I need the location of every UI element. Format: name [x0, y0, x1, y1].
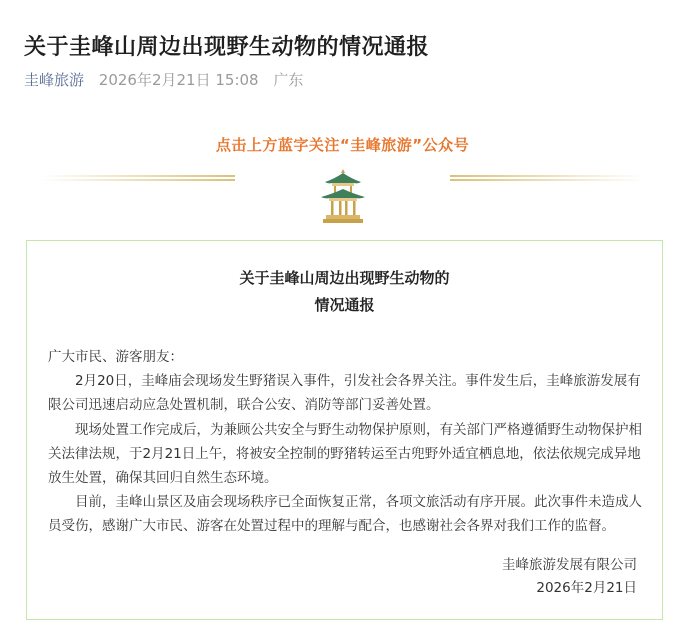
notice-paragraph: 现场处置工作完成后，为兼顾公共安全与野生动物保护原则，有关部门严格遵循野生动物保护相关法律法规，于2月21日上午，将被安全控制的野猪转运至古兜野外适宜栖息地，依法依规完成异地放生处置，确保其回归自然生态环境。 [48, 421, 642, 487]
notice-heading-line2: 情况通报 [314, 296, 375, 314]
notice-card [26, 240, 663, 620]
publish-date: 2026年2月21日 15:08 [98, 71, 259, 89]
pavilion-icon [318, 167, 368, 225]
follow-banner [0, 125, 685, 235]
article-title: 关于圭峰山周边出现野生动物的情况通报 [24, 35, 430, 60]
account-name-link[interactable]: 圭峰旅游 [24, 71, 85, 89]
publish-location: 广东 [273, 71, 304, 89]
article-meta [24, 69, 303, 90]
notice-heading [27, 265, 662, 319]
notice-body [48, 345, 648, 539]
notice-heading-line1: 关于圭峰山周边出现野生动物的 [239, 269, 450, 287]
follow-prompt-text: 点击上方蓝字关注“圭峰旅游”公众号 [215, 136, 470, 154]
notice-sign-date: 2026年2月21日 [536, 580, 637, 596]
notice-signature: 圭峰旅游发展有限公司 [502, 557, 637, 573]
notice-paragraph: 目前，圭峰山景区及庙会现场秩序已全面恢复正常，各项文旅活动有序开展。此次事件未造成人员受伤，感谢广大市民、游客在处置过程中的理解与配合，也感谢社会各界对我们工作的监督。 [48, 494, 642, 535]
notice-greeting: 广大市民、游客朋友： [48, 349, 183, 365]
banner-divider-right [450, 175, 645, 185]
banner-divider-left [40, 175, 235, 185]
notice-signature-block [502, 554, 637, 600]
notice-paragraph: 2月20日，圭峰庙会现场发生野猪误入事件，引发社会各界关注。事件发生后，圭峰旅游发展有限公司迅速启动应急处置机制，联合公安、消防等部门妥善处置。 [48, 373, 641, 414]
